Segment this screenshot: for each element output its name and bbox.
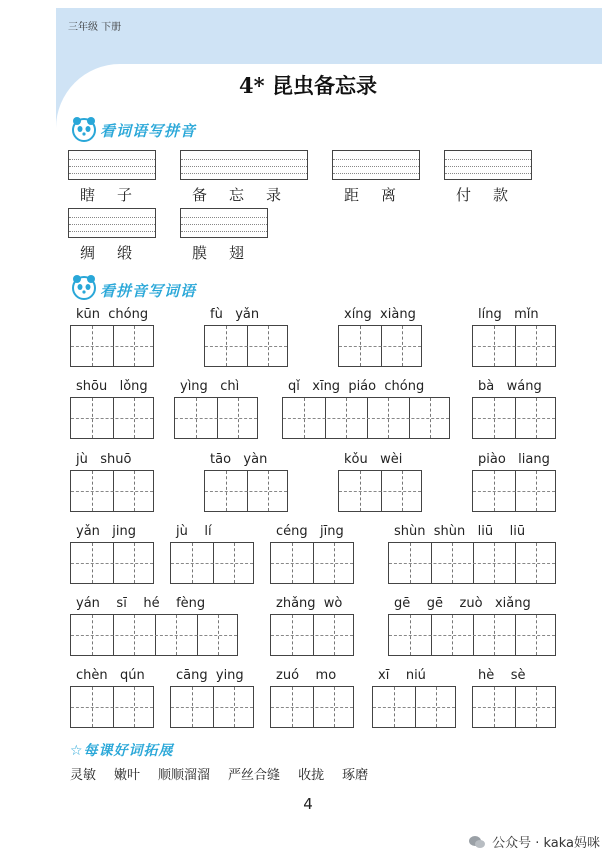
character-writing-grid[interactable] bbox=[270, 686, 354, 728]
pinyin-guide-line bbox=[181, 173, 307, 174]
character-writing-grid[interactable] bbox=[170, 542, 254, 584]
character-writing-grid[interactable] bbox=[70, 686, 154, 728]
character-writing-grid[interactable] bbox=[174, 397, 258, 439]
pinyin-guide-line bbox=[181, 217, 267, 218]
character-writing-grid[interactable] bbox=[388, 614, 556, 656]
character-writing-grid[interactable] bbox=[372, 686, 456, 728]
cell-guide-horizontal bbox=[339, 491, 421, 492]
pinyin-hint: xíng xiàng bbox=[344, 307, 416, 322]
pinyin-hint: hè sè bbox=[478, 668, 526, 683]
section-title-extension: ☆每课好词拓展 bbox=[70, 743, 174, 759]
pinyin-hint: céng jīng bbox=[276, 524, 344, 539]
pinyin-guide-line bbox=[181, 166, 307, 167]
pinyin-hint: zhǎng wò bbox=[276, 596, 343, 611]
pinyin-guide-line bbox=[69, 173, 155, 174]
pinyin-answer-box[interactable] bbox=[180, 208, 268, 238]
vocab-word: 瞎子 bbox=[80, 186, 155, 204]
cell-guide-horizontal bbox=[473, 491, 555, 492]
grade-label: 三年级 下册 bbox=[68, 22, 122, 33]
pinyin-hint: jù lí bbox=[176, 524, 212, 539]
character-writing-grid[interactable] bbox=[70, 542, 154, 584]
extension-word: 严丝合缝 bbox=[228, 768, 281, 783]
character-writing-grid[interactable] bbox=[70, 325, 154, 367]
pinyin-hint: yán sī hé fèng bbox=[76, 596, 206, 611]
character-writing-grid[interactable] bbox=[282, 397, 450, 439]
cell-guide-horizontal bbox=[171, 707, 253, 708]
cell-guide-horizontal bbox=[175, 418, 257, 419]
pinyin-hint: yǎn jing bbox=[76, 524, 137, 539]
character-writing-grid[interactable] bbox=[472, 397, 556, 439]
pinyin-guide-line bbox=[333, 166, 419, 167]
cell-guide-horizontal bbox=[71, 346, 153, 347]
cell-guide-horizontal bbox=[271, 707, 353, 708]
pinyin-hint: zuó mo bbox=[276, 668, 337, 683]
pinyin-hint: shùn shùn liū liū bbox=[394, 524, 526, 539]
pinyin-answer-box[interactable] bbox=[68, 208, 156, 238]
section-title-pinyin: 看词语写拼音 bbox=[100, 122, 197, 140]
cell-guide-horizontal bbox=[71, 418, 153, 419]
cell-guide-horizontal bbox=[71, 707, 153, 708]
character-writing-grid[interactable] bbox=[472, 686, 556, 728]
extension-word: 收拢 bbox=[298, 768, 325, 783]
pinyin-hint: líng mǐn bbox=[478, 307, 539, 322]
pinyin-hint: cāng ying bbox=[176, 668, 244, 683]
pinyin-hint: yìng chì bbox=[180, 379, 240, 394]
pinyin-hint: xī niú bbox=[378, 668, 426, 683]
pinyin-guide-line bbox=[445, 173, 531, 174]
pinyin-guide-line bbox=[333, 173, 419, 174]
pinyin-guide-line bbox=[445, 159, 531, 160]
character-writing-grid[interactable] bbox=[170, 686, 254, 728]
extension-word: 琢磨 bbox=[342, 768, 369, 783]
pinyin-hint: shōu lǒng bbox=[76, 379, 148, 394]
character-writing-grid[interactable] bbox=[338, 325, 422, 367]
section-title-words: 看拼音写词语 bbox=[100, 282, 197, 300]
cell-guide-horizontal bbox=[283, 418, 449, 419]
pinyin-answer-box[interactable] bbox=[332, 150, 420, 180]
cell-guide-horizontal bbox=[473, 346, 555, 347]
character-writing-grid[interactable] bbox=[204, 470, 288, 512]
character-writing-grid[interactable] bbox=[270, 542, 354, 584]
cell-guide-horizontal bbox=[373, 707, 455, 708]
pinyin-guide-line bbox=[69, 166, 155, 167]
character-writing-grid[interactable] bbox=[388, 542, 556, 584]
cell-guide-horizontal bbox=[473, 707, 555, 708]
pinyin-guide-line bbox=[69, 159, 155, 160]
watermark-footer bbox=[468, 832, 600, 851]
pinyin-hint: tāo yàn bbox=[210, 452, 268, 467]
cell-guide-horizontal bbox=[473, 418, 555, 419]
extension-word: 嫩叶 bbox=[114, 768, 141, 783]
extension-word: 顺顺溜溜 bbox=[158, 768, 211, 783]
pinyin-hint: qǐ xīng piáo chóng bbox=[288, 379, 425, 394]
pinyin-hint: gē gē zuò xiǎng bbox=[394, 596, 531, 611]
cell-guide-horizontal bbox=[171, 563, 253, 564]
character-writing-grid[interactable] bbox=[204, 325, 288, 367]
pinyin-guide-line bbox=[69, 224, 155, 225]
character-writing-grid[interactable] bbox=[472, 470, 556, 512]
cell-guide-horizontal bbox=[389, 635, 555, 636]
vocab-word: 膜翅 bbox=[192, 244, 267, 262]
pinyin-hint: kǒu wèi bbox=[344, 452, 403, 467]
pinyin-answer-box[interactable] bbox=[68, 150, 156, 180]
pinyin-hint: bà wáng bbox=[478, 379, 542, 394]
pinyin-guide-line bbox=[181, 159, 307, 160]
cell-guide-horizontal bbox=[271, 635, 353, 636]
character-writing-grid[interactable] bbox=[70, 470, 154, 512]
cell-guide-horizontal bbox=[205, 491, 287, 492]
panda-icon bbox=[70, 116, 98, 142]
cell-guide-horizontal bbox=[71, 491, 153, 492]
cell-guide-horizontal bbox=[271, 563, 353, 564]
pinyin-answer-box[interactable] bbox=[180, 150, 308, 180]
pinyin-guide-line bbox=[445, 166, 531, 167]
lesson-title: 4* 昆虫备忘录 bbox=[239, 73, 377, 98]
vocab-word: 付款 bbox=[456, 186, 531, 204]
vocab-word: 备忘录 bbox=[192, 186, 304, 204]
extension-word-list bbox=[70, 764, 386, 783]
wechat-icon bbox=[468, 835, 486, 849]
pinyin-hint: piào liang bbox=[478, 452, 550, 467]
cell-guide-horizontal bbox=[205, 346, 287, 347]
extension-word: 灵敏 bbox=[70, 768, 97, 783]
cell-guide-horizontal bbox=[71, 635, 237, 636]
pinyin-guide-line bbox=[333, 159, 419, 160]
character-writing-grid[interactable] bbox=[472, 325, 556, 367]
pinyin-hint: kūn chóng bbox=[76, 307, 149, 322]
footer-label: 公众号 · kaka妈咪 bbox=[492, 836, 600, 851]
pinyin-answer-box[interactable] bbox=[444, 150, 532, 180]
pinyin-hint: fù yǎn bbox=[210, 307, 260, 322]
pinyin-guide-line bbox=[69, 231, 155, 232]
cell-guide-horizontal bbox=[389, 563, 555, 564]
character-writing-grid[interactable] bbox=[70, 614, 238, 656]
pinyin-hint: jù shuō bbox=[76, 452, 132, 467]
pinyin-hint: chèn qún bbox=[76, 668, 145, 683]
panda-icon bbox=[70, 274, 98, 300]
pinyin-guide-line bbox=[181, 224, 267, 225]
cell-guide-horizontal bbox=[339, 346, 421, 347]
vocab-word: 绸缎 bbox=[80, 244, 155, 262]
pinyin-guide-line bbox=[69, 217, 155, 218]
character-writing-grid[interactable] bbox=[70, 397, 154, 439]
pinyin-guide-line bbox=[181, 231, 267, 232]
page-number: 4 bbox=[303, 795, 313, 813]
character-writing-grid[interactable] bbox=[338, 470, 422, 512]
cell-guide-horizontal bbox=[71, 563, 153, 564]
vocab-word: 距离 bbox=[344, 186, 419, 204]
character-writing-grid[interactable] bbox=[270, 614, 354, 656]
